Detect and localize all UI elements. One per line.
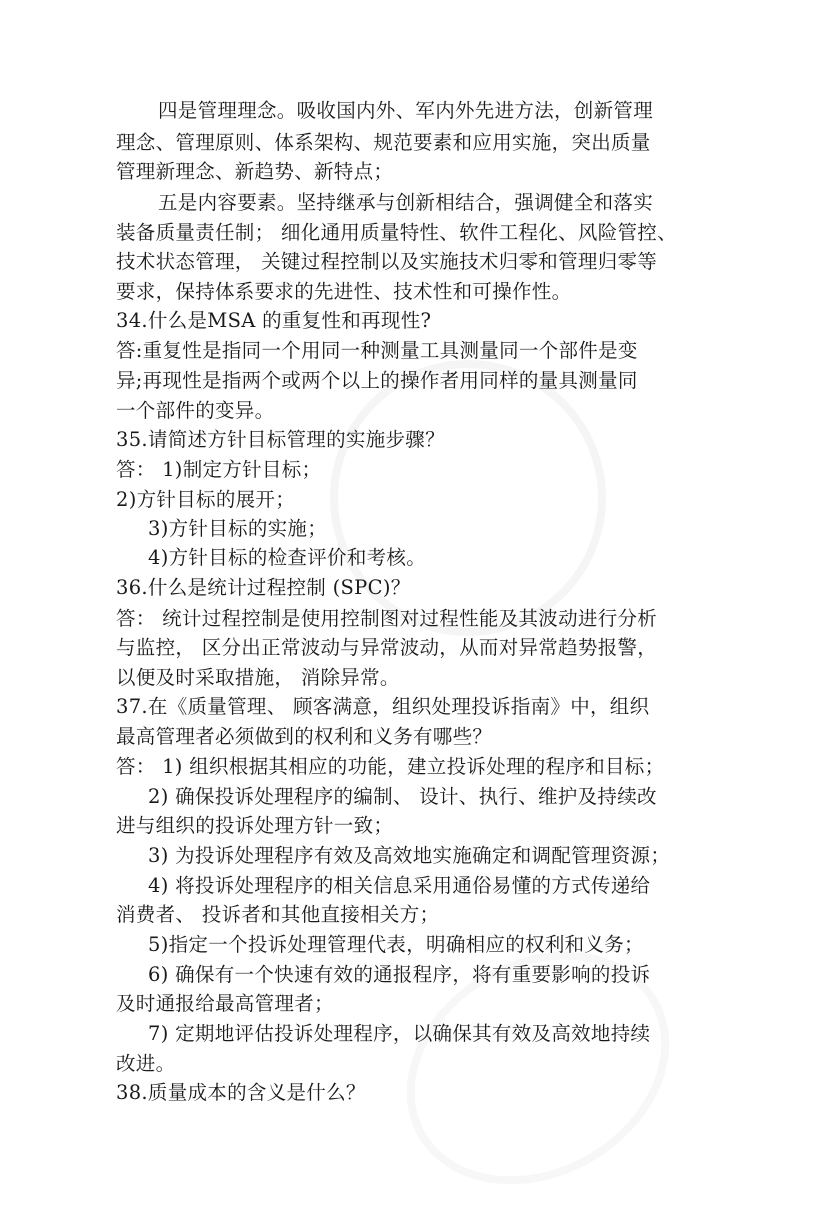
- text-line: 管理新理念、新趋势、新特点；: [116, 160, 394, 183]
- question-heading: 37.在《质量管理、 顾客满意，组织处理投诉指南》中，组织: [116, 695, 650, 718]
- text-line: 4)方针目标的检查评价和考核。: [148, 546, 427, 569]
- text-line: 以便及时采取措施， 消除异常。: [116, 666, 400, 689]
- text-line: 4) 将投诉处理程序的相关信息采用通俗易懂的方式传递给: [148, 874, 651, 897]
- text-line: 3) 为投诉处理程序有效及高效地实施确定和调配管理资源；: [148, 844, 671, 867]
- text-line: 技术状态管理， 关键过程控制以及实施技术归零和管理归零等: [116, 250, 658, 273]
- text-line: 3)方针目标的实施；: [148, 517, 328, 540]
- text-line: 7) 定期地评估投诉处理程序，以确保其有效及高效地持续: [148, 1022, 651, 1045]
- text-line: 最高管理者必须做到的权利和义务有哪些？: [116, 725, 493, 748]
- text-line: 一个部件的变异。: [116, 399, 275, 422]
- text-line: 2) 确保投诉处理程序的编制、 设计、执行、维护及持续改: [148, 785, 657, 808]
- text-line: 与监控， 区分出正常波动与异常波动，从而对异常趋势报警，: [116, 636, 658, 659]
- text-line: 理念、管理原则、体系架构、规范要素和应用实施，突出质量: [116, 131, 651, 154]
- text-line: 进与组织的投诉处理方针一致；: [116, 814, 394, 837]
- text-line: 及时通报给最高管理者；: [116, 992, 334, 1015]
- text-line: 五是内容要素。坚持继承与创新相结合，强调健全和落实: [158, 191, 654, 214]
- text-line: 答： 1) 组织根据其相应的功能，建立投诉处理的程序和目标；: [116, 755, 665, 778]
- text-line: 6) 确保有一个快速有效的通报程序，将有重要影响的投诉: [148, 963, 651, 986]
- text-line: 改进。: [116, 1052, 176, 1075]
- question-heading: 36.什么是统计过程控制 (SPC)？: [116, 576, 411, 599]
- question-heading: 35.请简述方针目标管理的实施步骤？: [116, 428, 445, 451]
- text-line: 答： 1)制定方针目标；: [116, 458, 322, 481]
- text-line: 答： 统计过程控制是使用控制图对过程性能及其波动进行分析: [116, 607, 658, 630]
- text-line: 四是管理理念。吸收国内外、军内外先进方法，创新管理: [158, 99, 654, 122]
- question-heading: 34.什么是MSA 的重复性和再现性?: [116, 309, 432, 332]
- text-line: 2)方针目标的展开；: [116, 488, 296, 511]
- text-line: 消费者、 投诉者和其他直接相关方；: [116, 903, 440, 926]
- text-line: 要求，保持体系要求的先进性、技术性和可操作性。: [116, 280, 572, 303]
- text-line: 装备质量责任制； 细化通用质量特性、软件工程化、风险管控、: [116, 221, 677, 244]
- question-heading: 38.质量成本的含义是什么？: [116, 1081, 366, 1104]
- text-line: 答:重复性是指同一个用同一种测量工具测量同一个部件是变: [116, 339, 638, 362]
- text-line: 异;再现性是指两个或两个以上的操作者用同样的量具测量同: [116, 369, 638, 392]
- text-line: 5)指定一个投诉处理管理代表，明确相应的权利和义务；: [148, 933, 644, 956]
